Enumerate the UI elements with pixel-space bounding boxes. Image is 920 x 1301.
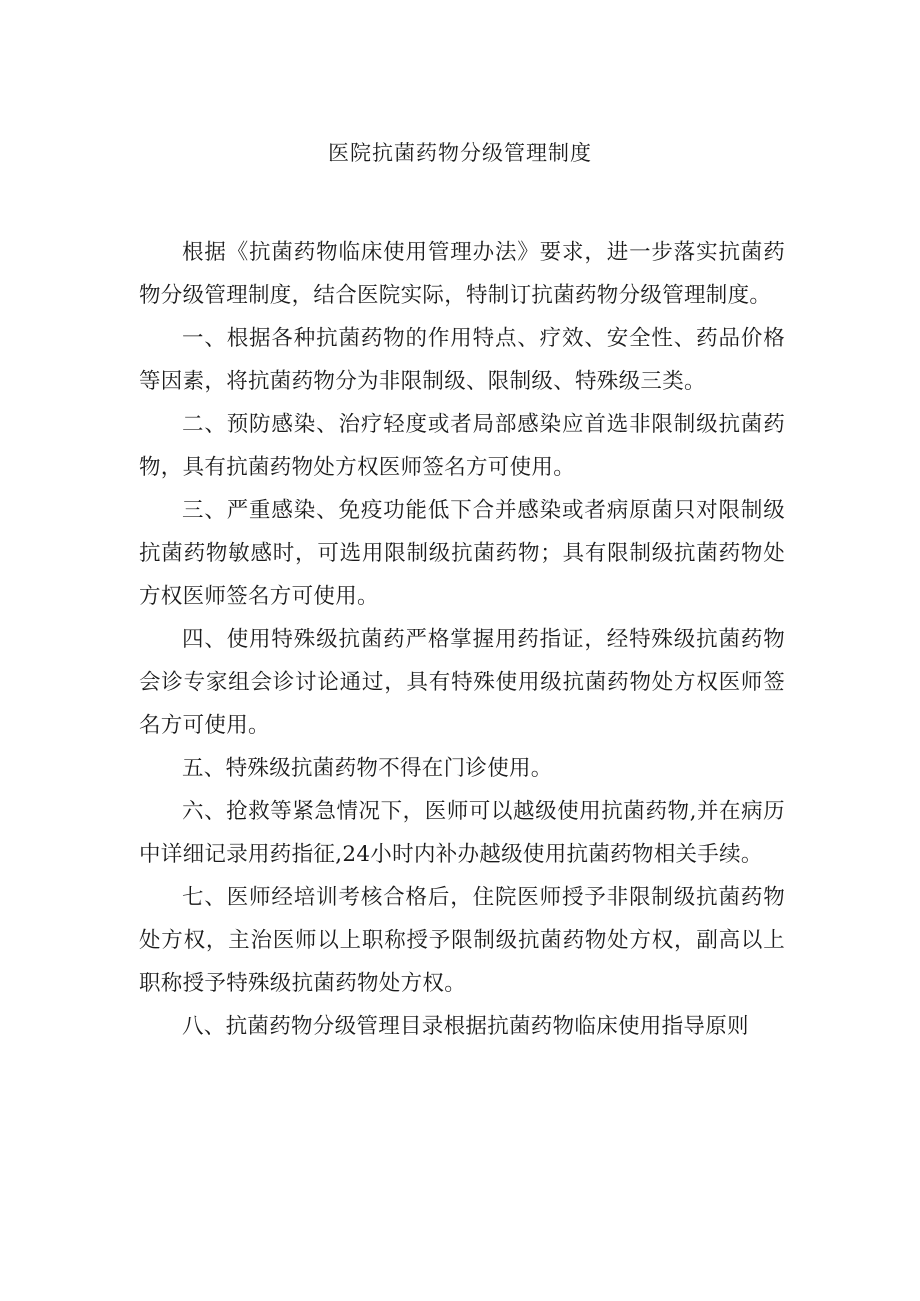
paragraph-item-5: 五、特殊级抗菌药物不得在门诊使用。 xyxy=(182,756,553,781)
paragraph-item-6: 六、抢救等紧急情况下，医师可以越级使用抗菌药物,并在病历中详细记录用药指征,24小时内补办越级使用抗菌药物相关手续。 xyxy=(139,799,785,867)
document-title: 医院抗菌药物分级管理制度 xyxy=(328,141,592,165)
paragraph-item-2: 二、预防感染、治疗轻度或者局部感染应首选非限制级抗菌药物，具有抗菌药物处方权医师签名方可使用。 xyxy=(139,412,785,480)
paragraph-item-3: 三、严重感染、免疫功能低下合并感染或者病原菌只对限制级抗菌药物敏感时，可选用限制级抗菌药物；具有限制级抗菌药物处方权医师签名方可使用。 xyxy=(139,498,785,609)
document-body xyxy=(139,231,785,1048)
paragraph-item-7: 七、医师经培训考核合格后，住院医师授予非限制级抗菌药物处方权，主治医师以上职称授予限制级抗菌药物处方权，副高以上职称授予特殊级抗菌药物处方权。 xyxy=(139,885,785,996)
paragraph-intro: 根据《抗菌药物临床使用管理办法》要求，进一步落实抗菌药物分级管理制度，结合医院实际，特制订抗菌药物分级管理制度。 xyxy=(139,240,785,308)
paragraph-item-1: 一、根据各种抗菌药物的作用特点、疗效、安全性、药品价格等因素，将抗菌药物分为非限制级、限制级、特殊级三类。 xyxy=(139,326,785,394)
paragraph-item-4: 四、使用特殊级抗菌药严格掌握用药指证，经特殊级抗菌药物会诊专家组会诊讨论通过，具有特殊使用级抗菌药物处方权医师签名方可使用。 xyxy=(139,627,785,738)
paragraph-item-8: 八、抗菌药物分级管理目录根据抗菌药物临床使用指导原则 xyxy=(182,1014,749,1039)
